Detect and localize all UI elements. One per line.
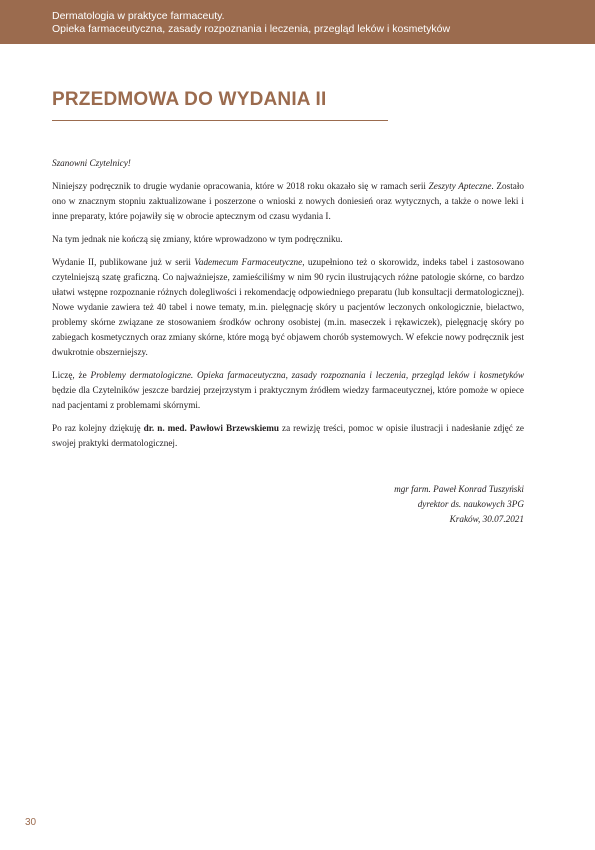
paragraph-1 [52,179,524,224]
running-header [0,0,595,44]
paragraph-5-text-a: Po raz kolejny dziękuję [52,423,144,433]
series-name-zeszyty: Zeszyty Apteczne [428,181,492,191]
signature-block [394,482,524,527]
paragraph-3 [52,255,524,360]
book-title-italic: Problemy dermatologiczne. Opieka farmaceutyczna, zasady rozpoznania i leczenia, przegląd leków i kosmetyków [90,370,524,380]
paragraph-1-text-b: . Zostało ono w znacznym stopniu zaktualizowane i poszerzone o wnioski z nowych doniesień oraz wytycznych, a także o nowe leki i inne preparaty, które pojawiły się w obrocie aptecznym od czasu wydania I. [52,181,524,221]
header-book-title: Dermatologia w praktyce farmaceuty. [52,10,225,22]
page-number: 30 [25,817,37,828]
paragraph-1-text-a: Niniejszy podręcznik to drugie wydanie opracowania, które w 2018 roku okazało się w ramach serii [52,181,429,191]
paragraph-5-text-b: za rewizję treści, pomoc w opisie ilustracji i nadesłanie zdjęć ze swojej praktyki dermatologicznej. [52,423,524,448]
header-book-subtitle: Opieka farmaceutyczna, zasady rozpoznania i leczenia, przegląd leków i kosmetyków [52,23,451,35]
page-title: PRZEDMOWA DO WYDANIA II [52,89,327,110]
signature-role: dyrektor ds. naukowych 3PG [417,499,524,509]
paragraph-2: Na tym jednak nie kończą się zmiany, które wprowadzono w tym podręczniku. [52,234,343,244]
paragraph-4-text-b: będzie dla Czytelników jeszcze bardziej przejrzystym i praktycznym źródłem wiedzy farmaceutycznej, które pomoże w opiece nad pacjentami z problemami skórnymi. [52,385,524,410]
preface-body [52,156,524,459]
paragraph-4 [52,368,524,413]
paragraph-5 [52,421,524,451]
thanked-person: dr. n. med. Pawłowi Brzewskiemu [143,423,280,433]
paragraph-3-text-b: , uzupełniono też o skorowidz, indeks tabel i zastosowano czytelniejszą szatę graficzną. Co najważniejsze, zamieściliśmy w nim 90 rycin ilustrujących różne patologie skórne, co bardzo ułatwi wstępne rozpoznanie różnych dolegliwości i rekomendację odpowiedniego preparatu (lub konsultacji dermatologicznej). Nowe wydanie zawiera też 40 tabel i nowe tematy, m.in. pielęgnację skóry u pacjentów leczonych onkologicznie, bielactwo, problemy skórne związane ze stosowaniem środków ochrony osobistej (m.in. maseczek i rękawiczek), pielęgnację skóry po zabiegach kosmetycznych oraz zmiany skórne, które mogą być objawem chorób systemowych. W efekcie nowy podręcznik jest dwukrotnie obszerniejszy. [52,257,524,357]
title-underline [52,120,388,121]
signature-name: mgr farm. Paweł Konrad Tuszyński [394,484,524,494]
paragraph-4-text-a: Liczę, że [52,370,91,380]
paragraph-3-text-a: Wydanie II, publikowane już w serii [52,257,195,267]
signature-place-date: Kraków, 30.07.2021 [449,514,524,524]
series-name-vademecum: Vademecum Farmaceutyczne [194,257,303,267]
greeting: Szanowni Czytelnicy! [52,158,131,168]
